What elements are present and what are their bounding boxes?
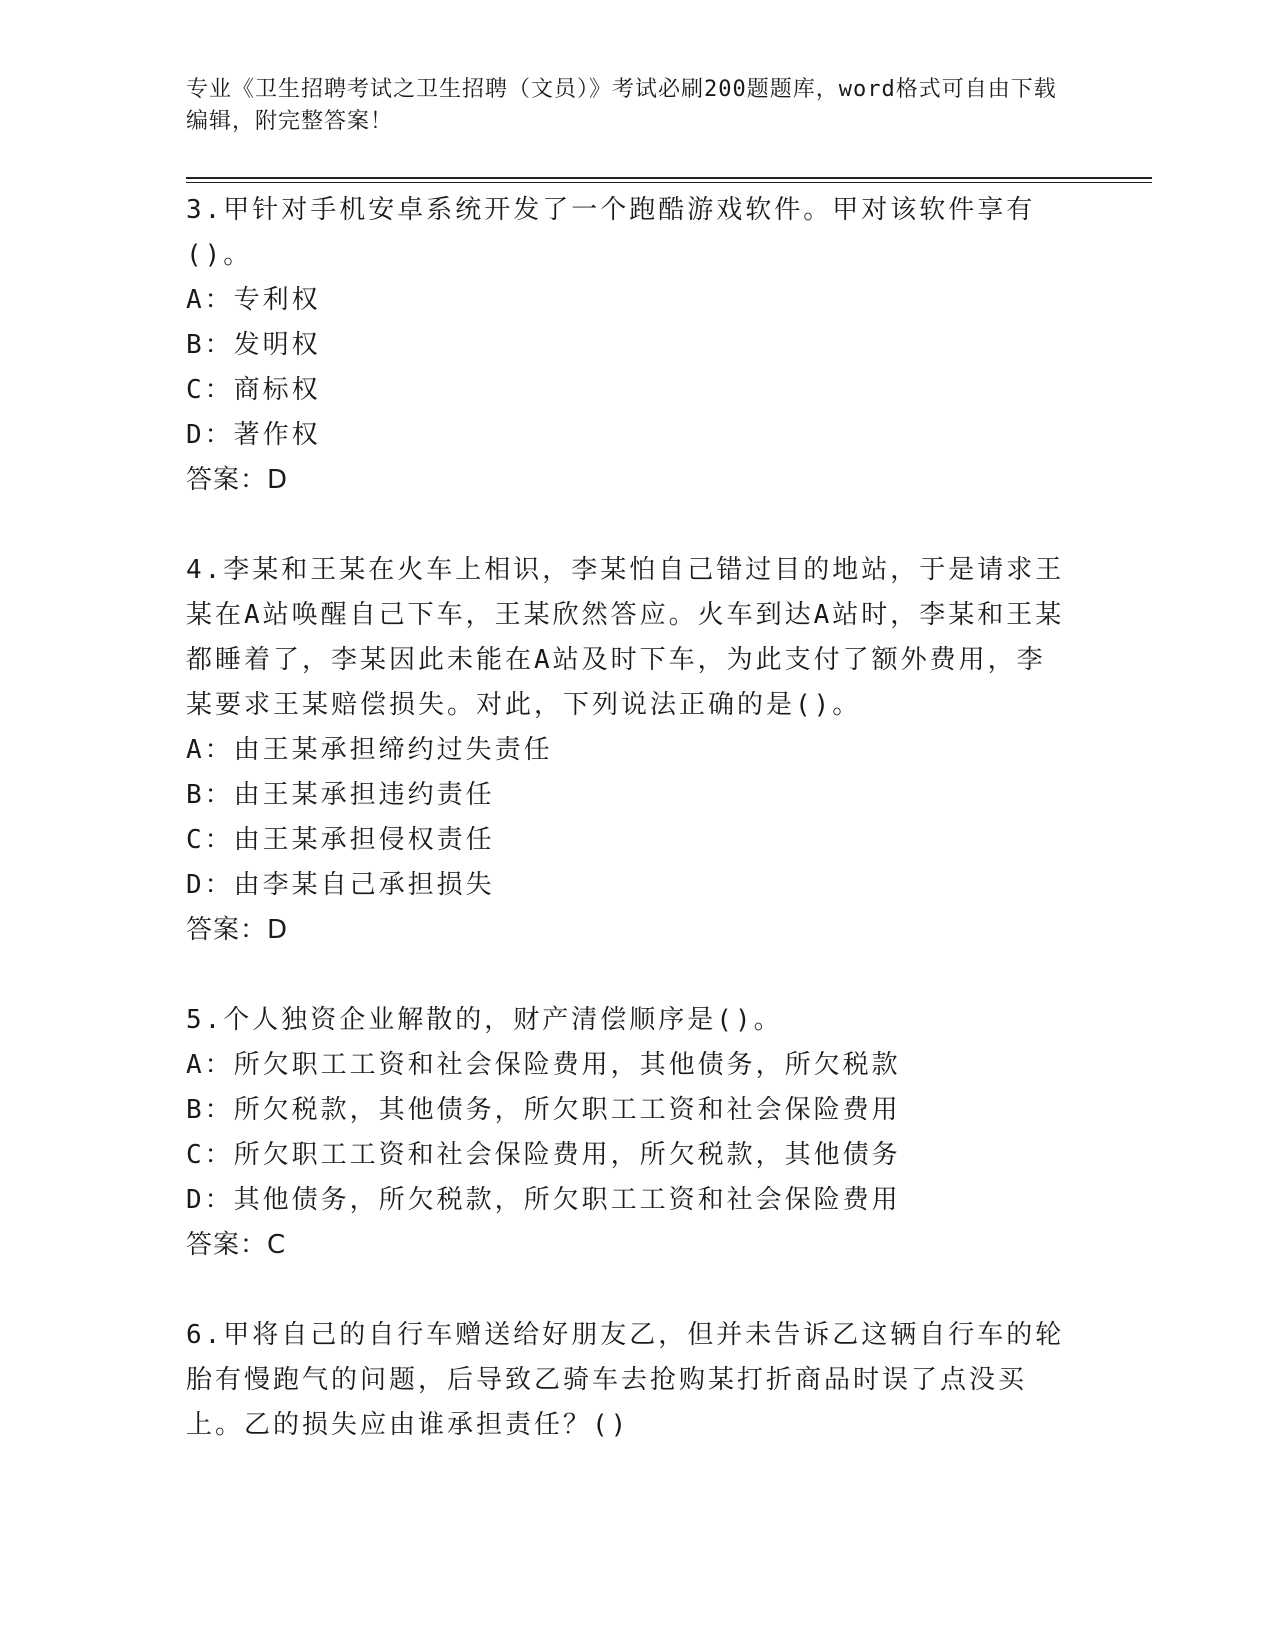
question-stem: 5.个人独资企业解散的，财产清偿顺序是()。 [186,1005,783,1035]
spacer [186,1268,1066,1313]
question-list [186,188,1066,1448]
option-c: C：所欠职工工资和社会保险费用，所欠税款，其他债务 [186,1140,901,1170]
option-d: D：由李某自己承担损失 [186,870,495,900]
option-a: A：由王某承担缔约过失责任 [186,735,553,765]
answer-label: 答案：D [186,915,289,945]
option-d: D：其他债务，所欠税款，所欠职工工资和社会保险费用 [186,1185,901,1215]
option-b: B：发明权 [186,330,321,360]
option-d: D：著作权 [186,420,321,450]
document-header: 专业《卫生招聘考试之卫生招聘（文员）》考试必刷200题题库，word格式可自由下载编辑，附完整答案！ [186,77,1057,134]
spacer [186,503,1066,548]
option-c: C：由王某承担侵权责任 [186,825,495,855]
option-a: A：所欠职工工资和社会保险费用，其他债务，所欠税款 [186,1050,901,1080]
question-5 [186,998,1066,1268]
question-4 [186,548,1066,953]
question-stem: 4.李某和王某在火车上相识，李某怕自己错过目的地站，于是请求王某在A站唤醒自己下车，王某欣然答应。火车到达A站时，李某和王某都睡着了，李某因此未能在A站及时下车，为此支付了额外费用，李某要求王某赔偿损失。对此，下列说法正确的是()。 [186,555,1065,720]
option-a: A：专利权 [186,285,321,315]
question-3 [186,188,1066,503]
question-stem: 6.甲将自己的自行车赠送给好朋友乙，但并未告诉乙这辆自行车的轮胎有慢跑气的问题，后导致乙骑车去抢购某打折商品时误了点没买上。乙的损失应由谁承担责任？() [186,1320,1065,1440]
answer-label: 答案：D [186,465,289,495]
spacer [186,953,1066,998]
option-b: B：由王某承担违约责任 [186,780,495,810]
option-b: B：所欠税款，其他债务，所欠职工工资和社会保险费用 [186,1095,901,1125]
header-divider-thin [186,182,1152,183]
option-c: C：商标权 [186,375,321,405]
answer-label: 答案：C [186,1230,287,1260]
header-divider-thick [186,177,1152,179]
question-6 [186,1313,1066,1448]
question-stem: 3.甲针对手机安卓系统开发了一个跑酷游戏软件。甲对该软件享有()。 [186,195,1036,270]
